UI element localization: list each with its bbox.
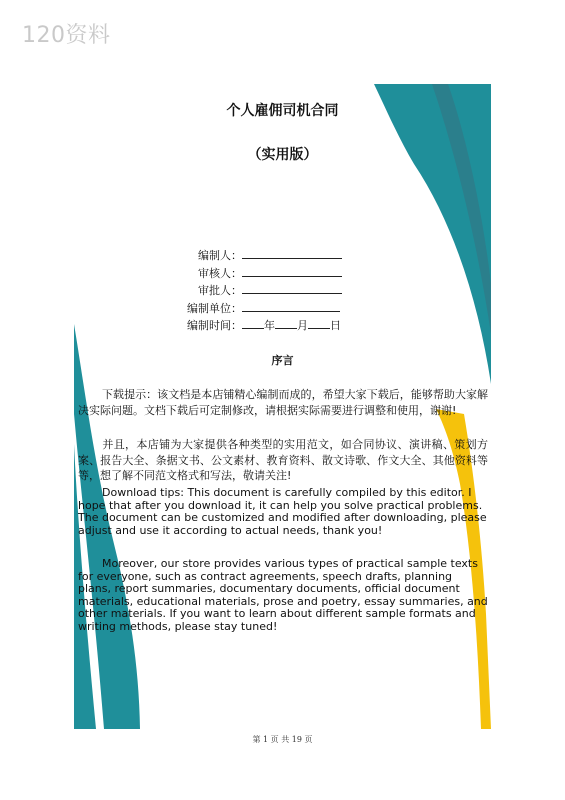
paragraph-text: Download tips: This document is carefully compiled by this editor. I hope that after you download it, it can help you solve practical problems. The document can be customized and modified after downloading, please adjust and use it according to actual needs, thank you! xyxy=(78,486,487,537)
meta-label: 审核人： xyxy=(198,266,242,280)
month-label: 月 xyxy=(297,319,308,332)
meta-block xyxy=(184,247,342,335)
paragraph-en-2 xyxy=(78,558,488,633)
year-label: 年 xyxy=(264,319,275,332)
meta-date xyxy=(184,317,342,335)
paragraph-text: 并且，本店铺为大家提供各种类型的实用范文，如合同协议、演讲稿、策划方案、报告大全、条据文书、公文素材、教育资料、散文诗歌、作文大全、其他资料等等，想了解不同范文格式和写法，敬请关注! xyxy=(78,438,488,482)
meta-label: 编制单位： xyxy=(187,301,242,315)
fill-line xyxy=(242,282,342,294)
page-number: 第 1 页 共 19 页 xyxy=(252,735,313,744)
paragraph-cn-2 xyxy=(78,437,488,484)
fill-line xyxy=(242,247,342,259)
meta-approver xyxy=(184,282,342,300)
paragraph-text: 下载提示：该文档是本店铺精心编制而成的，希望大家下载后，能够帮助大家解决实际问题。文档下载后可定制修改，请根据实际需要进行调整和使用，谢谢! xyxy=(78,388,488,417)
fill-line xyxy=(242,265,342,277)
fill-line xyxy=(242,300,340,312)
paragraph-cn-1 xyxy=(78,387,488,418)
fill-line xyxy=(308,317,330,329)
paragraph-text: Moreover, our store provides various types of practical sample texts for everyone, such as contract agreements, speech drafts, planning plans, report summaries, documentary documents, official document materials, educational materials, prose and poetry, essay summaries, and other materials. If you want to learn about different sample formats and writing methods, please stay tuned! xyxy=(78,557,488,633)
meta-reviewer xyxy=(184,265,342,283)
day-label: 日 xyxy=(330,319,341,332)
paragraph-en-1 xyxy=(78,487,488,537)
document-title: 个人雇佣司机合同 xyxy=(226,103,339,119)
meta-label: 编制人： xyxy=(198,249,242,262)
meta-unit xyxy=(184,300,342,318)
meta-label: 编制时间： xyxy=(187,319,242,332)
document-page xyxy=(74,84,491,729)
fill-line xyxy=(275,317,297,329)
watermark-text: 120资料 xyxy=(22,23,111,48)
fill-line xyxy=(242,317,264,329)
preface-heading: 序言 xyxy=(271,354,294,367)
document-subtitle: （实用版） xyxy=(247,147,318,163)
meta-editor xyxy=(184,247,342,265)
meta-label: 审批人： xyxy=(198,284,242,297)
